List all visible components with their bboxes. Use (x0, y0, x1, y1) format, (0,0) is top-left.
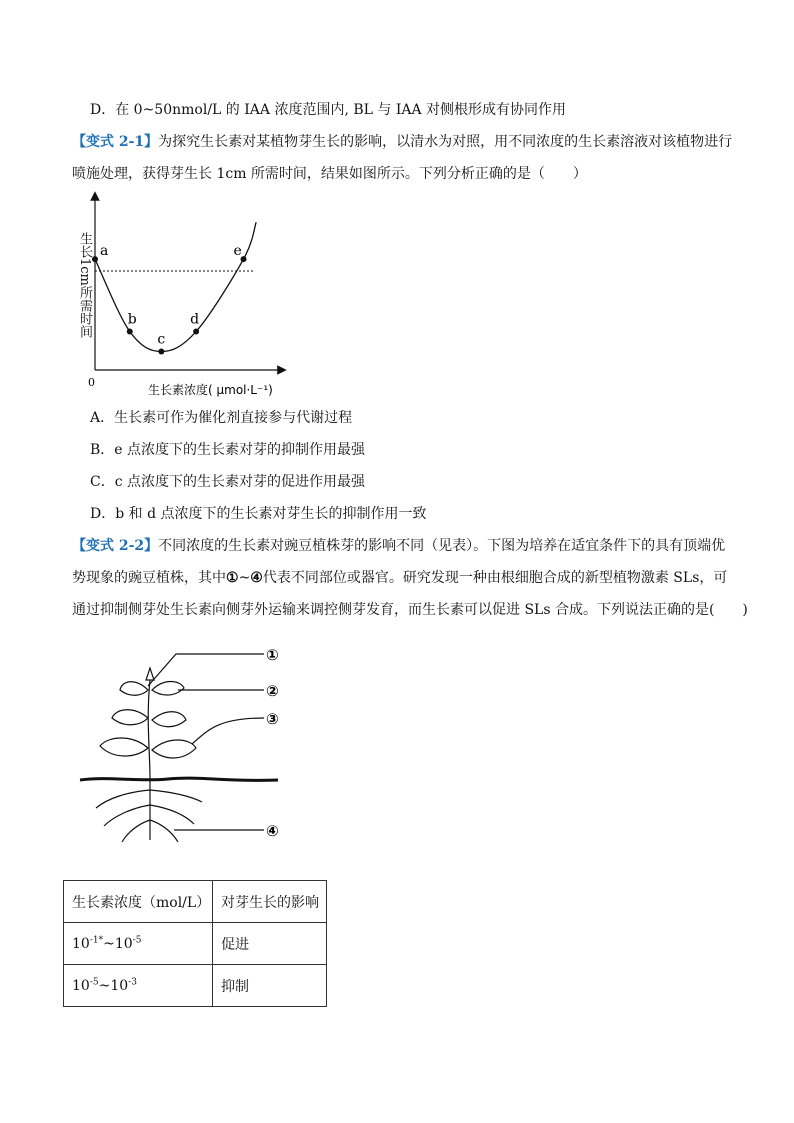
q21-stem-line-1 (72, 132, 732, 152)
leaf (112, 710, 148, 725)
q21-option-c: C．c 点浓度下的生长素对芽的促进作用最强 (90, 474, 366, 490)
y-axis-label: 生长1cm所需时间 (77, 232, 92, 338)
stem (148, 680, 150, 780)
soil-line (80, 778, 278, 780)
point-a (92, 256, 98, 262)
table-header-cell: 生长素浓度（mol/L） (64, 881, 213, 923)
point-c (158, 349, 164, 355)
table-header-cell: 对芽生长的影响 (213, 881, 327, 923)
growth-time-chart (68, 188, 288, 403)
pea-plant-diagram (78, 640, 293, 855)
point-label-d: d (190, 311, 200, 328)
q21-option-d: D．b 和 d 点浓度下的生长素对芽生长的抑制作用一致 (90, 506, 427, 522)
table-cell: 抑制 (213, 965, 327, 1007)
q22-stem-2e: 代表不同部位或器官。研究发现一种由根细胞合成的新型植物激素 SLs，可 (262, 570, 728, 586)
root (150, 820, 178, 842)
point-d (193, 329, 199, 335)
q22-stem-3: 通过抑制侧芽处生长素向侧芽外运输来调控侧芽发育，而生长素可以促进 SLs 合成。下列说法正确的是( ) (72, 602, 748, 618)
root (150, 790, 202, 802)
table-row (64, 923, 327, 965)
point-label-e: e (233, 243, 242, 260)
q21-stem-1: 为探究生长素对某植物芽生长的影响，以清水为对照，用不同浓度的生长素溶液对该植物进行 (158, 134, 733, 150)
table-cell: $10^{-5}\sim 10^{-3}$ (64, 965, 213, 1007)
leaf (120, 682, 148, 696)
leaf (152, 740, 196, 758)
point-label-a: a (100, 243, 109, 260)
leaf (100, 738, 148, 756)
point-label-c: c (157, 331, 166, 348)
root (96, 790, 150, 808)
q22-stem-2b: ① (226, 570, 239, 586)
auxin-table (63, 880, 327, 1007)
q22-stem-2c: ~ (238, 570, 251, 586)
leaf (152, 712, 186, 727)
leaf (152, 682, 184, 696)
q22-stem-line-1 (72, 536, 725, 556)
point-label-b: b (127, 311, 137, 328)
q22-stem-2a: 势现象的豌豆植株，其中 (72, 570, 226, 586)
table-cell: $10^{-1*}\sim 10^{-5}$ (64, 923, 213, 965)
plant-label-1: ① (266, 646, 279, 664)
table-cell: 促进 (213, 923, 327, 965)
q21-option-b: B．e 点浓度下的生长素对芽的抑制作用最强 (90, 442, 366, 458)
table-row (64, 965, 327, 1007)
origin-label: 0 (88, 376, 95, 389)
point-b (127, 329, 133, 335)
pointer-1 (148, 654, 264, 686)
q1-option-d: D．在 0~50nmol/L 的 IAA 浓度范围内, BL 与 IAA 对侧根形成有协同作用 (90, 102, 567, 118)
plant-label-2: ② (266, 682, 279, 700)
bud (146, 668, 154, 680)
x-axis-label: 生长素浓度( μmol·L⁻¹) (148, 383, 273, 397)
plant-label-3: ③ (266, 710, 279, 728)
q21-option-a: A．生长素可作为催化剂直接参与代谢过程 (90, 410, 353, 426)
q22-stem-1: 不同浓度的生长素对豌豆植株芽的影响不同（见表）。下图为培养在适宜条件下的具有顶端优 (158, 538, 726, 554)
root (150, 805, 194, 824)
q22-tag: 【变式 2-2】 (72, 538, 159, 554)
plant-label-4: ④ (266, 822, 279, 840)
q22-stem-line-2 (72, 568, 727, 588)
pointer-3 (192, 718, 264, 744)
q21-tag: 【变式 2-1】 (72, 134, 159, 150)
q22-stem-2d: ④ (250, 570, 263, 586)
q21-stem-2: 喷施处理，获得芽生长 1cm 所需时间，结果如图所示。下列分析正确的是（ ） (72, 166, 587, 182)
root (122, 820, 150, 842)
growth-curve (95, 222, 256, 351)
table-header-row (64, 881, 327, 923)
